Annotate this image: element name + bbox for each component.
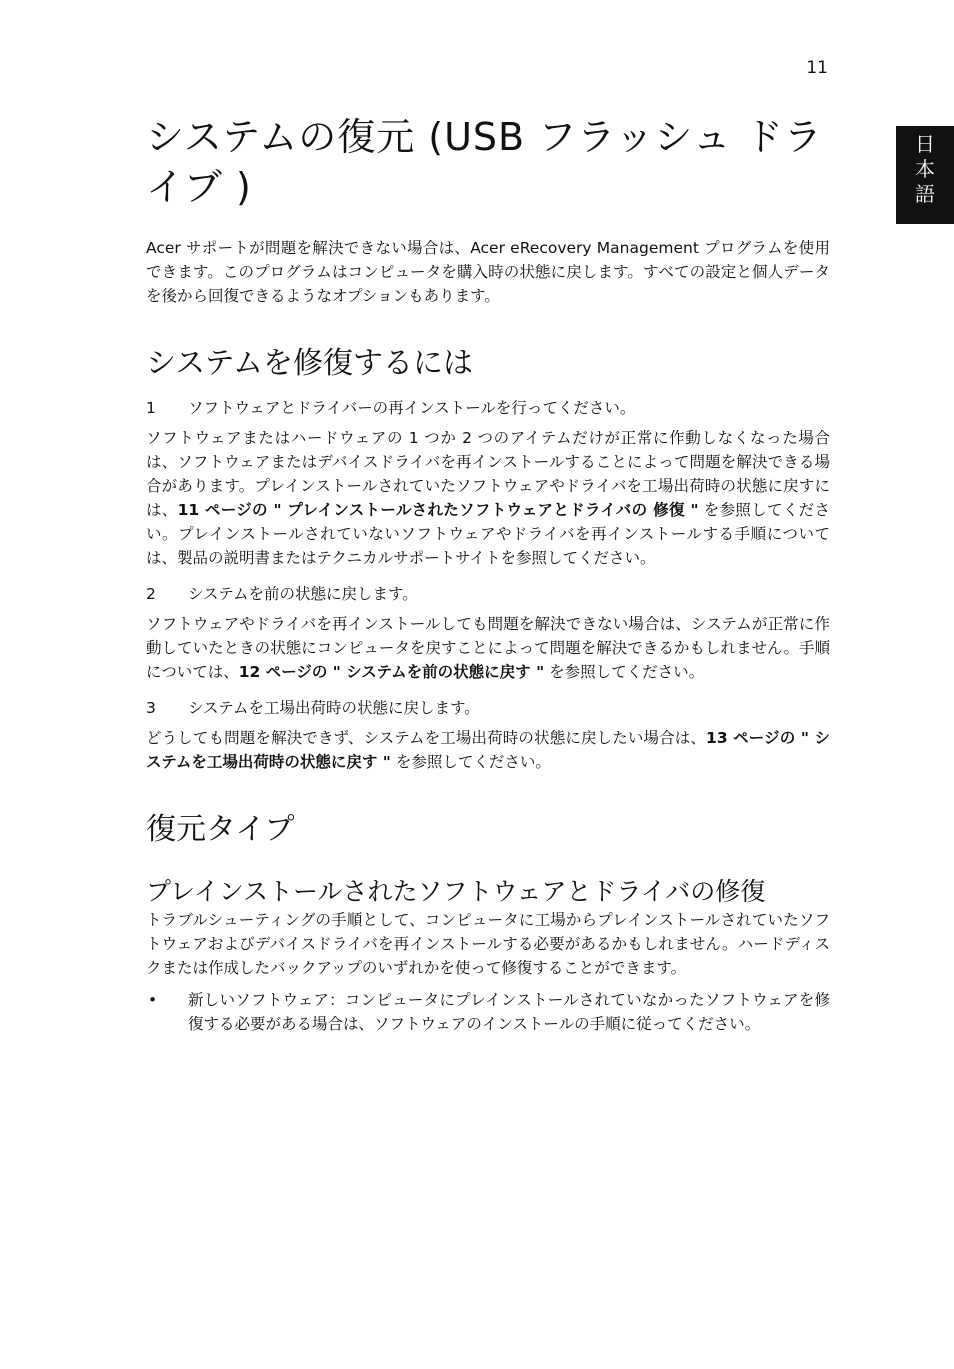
section-heading-repair: システムを修復するには	[146, 346, 473, 381]
subsection-paragraph: トラブルシューティングの手順として、コンピュータに工場からプレインストールされていたソフトウェアおよびデバイスドライバを再インストールする必要があるかもしれません。ハードディスクまたは作成したバックアップのいずれかを使って修復することができます。	[146, 911, 830, 977]
step-label: システムを前の状態に戻します。	[188, 585, 418, 603]
language-tab	[896, 126, 954, 224]
step-label: システムを工場出荷時の状態に戻します。	[188, 699, 480, 717]
step-item	[146, 582, 830, 606]
step-body-text: ソフトウェアまたはハードウェアの 1 つか 2 つのアイテムだけが正常に作動しなくなった場合は、ソフトウェアまたはデバイスドライバを再インストールすることによって問題を解決できる場合があります。プレインストールされていたソフトウェアやドライバを工場出荷時の状態に戻すには、	[146, 429, 830, 519]
step-body-text: を参照してください。プレインストールされていないソフトウェアやドライバを再インストールする手順については、製品の説明書またはテクニカルサポートサイトを参照してください。	[146, 501, 830, 567]
page-number: 11	[806, 58, 828, 78]
subsection-heading: プレインストールされたソフトウェアとドライバの修復	[146, 877, 766, 906]
step-body-text: を参照してください。	[390, 753, 551, 771]
bullet-marker: •	[148, 991, 158, 1009]
language-tab-char: 日	[915, 132, 935, 156]
step-label: ソフトウェアとドライバーの再インストールを行ってください。	[188, 399, 636, 417]
step-body-text: ソフトウェアやドライバを再インストールしても問題を解決できない場合は、システムが正常に作動していたときの状態にコンピュータを戻すことによって問題を解決できるかもしれません。手順については、	[146, 615, 830, 681]
cross-reference-link[interactable]: 13 ページの " システムを工場出荷時の状態に戻す "	[146, 729, 830, 771]
step-number: 1	[146, 399, 156, 417]
step-item	[146, 396, 830, 420]
step-body-text: どうしても問題を解決できず、システムを工場出荷時の状態に戻したい場合は、	[146, 729, 707, 747]
step-body-text: を参照してください。	[544, 663, 705, 681]
bullet-text: 新しいソフトウェア：コンピュータにプレインストールされていなかったソフトウェアを修復する必要がある場合は、ソフトウェアのインストールの手順に従ってください。	[188, 991, 830, 1033]
step-item	[146, 696, 830, 720]
intro-paragraph: Acer サポートが問題を解決できない場合は、Acer eRecovery Management プログラムを使用できます。このプログラムはコンピュータを購入時の状態に戻します。すべての設定と個人データを後から回復できるようなオプションもあります。	[146, 239, 830, 305]
cross-reference-link[interactable]: 11 ページの " プレインストールされたソフトウェアとドライバの 修復 "	[177, 501, 699, 519]
bullet-item	[146, 988, 830, 1036]
cross-reference-link[interactable]: 12 ページの " システムを前の状態に戻す "	[238, 663, 545, 681]
page-content	[146, 112, 830, 1036]
step-body	[146, 726, 830, 774]
language-tab-char: 本	[915, 157, 935, 181]
step-body	[146, 612, 830, 684]
page-title: システムの復元 (USB フラッシュ ドライブ )	[146, 115, 823, 209]
language-tab-char: 語	[915, 182, 935, 206]
step-number: 2	[146, 585, 156, 603]
step-number: 3	[146, 699, 156, 717]
step-body	[146, 426, 830, 570]
section-heading-restore-types: 復元タイプ	[146, 812, 295, 847]
